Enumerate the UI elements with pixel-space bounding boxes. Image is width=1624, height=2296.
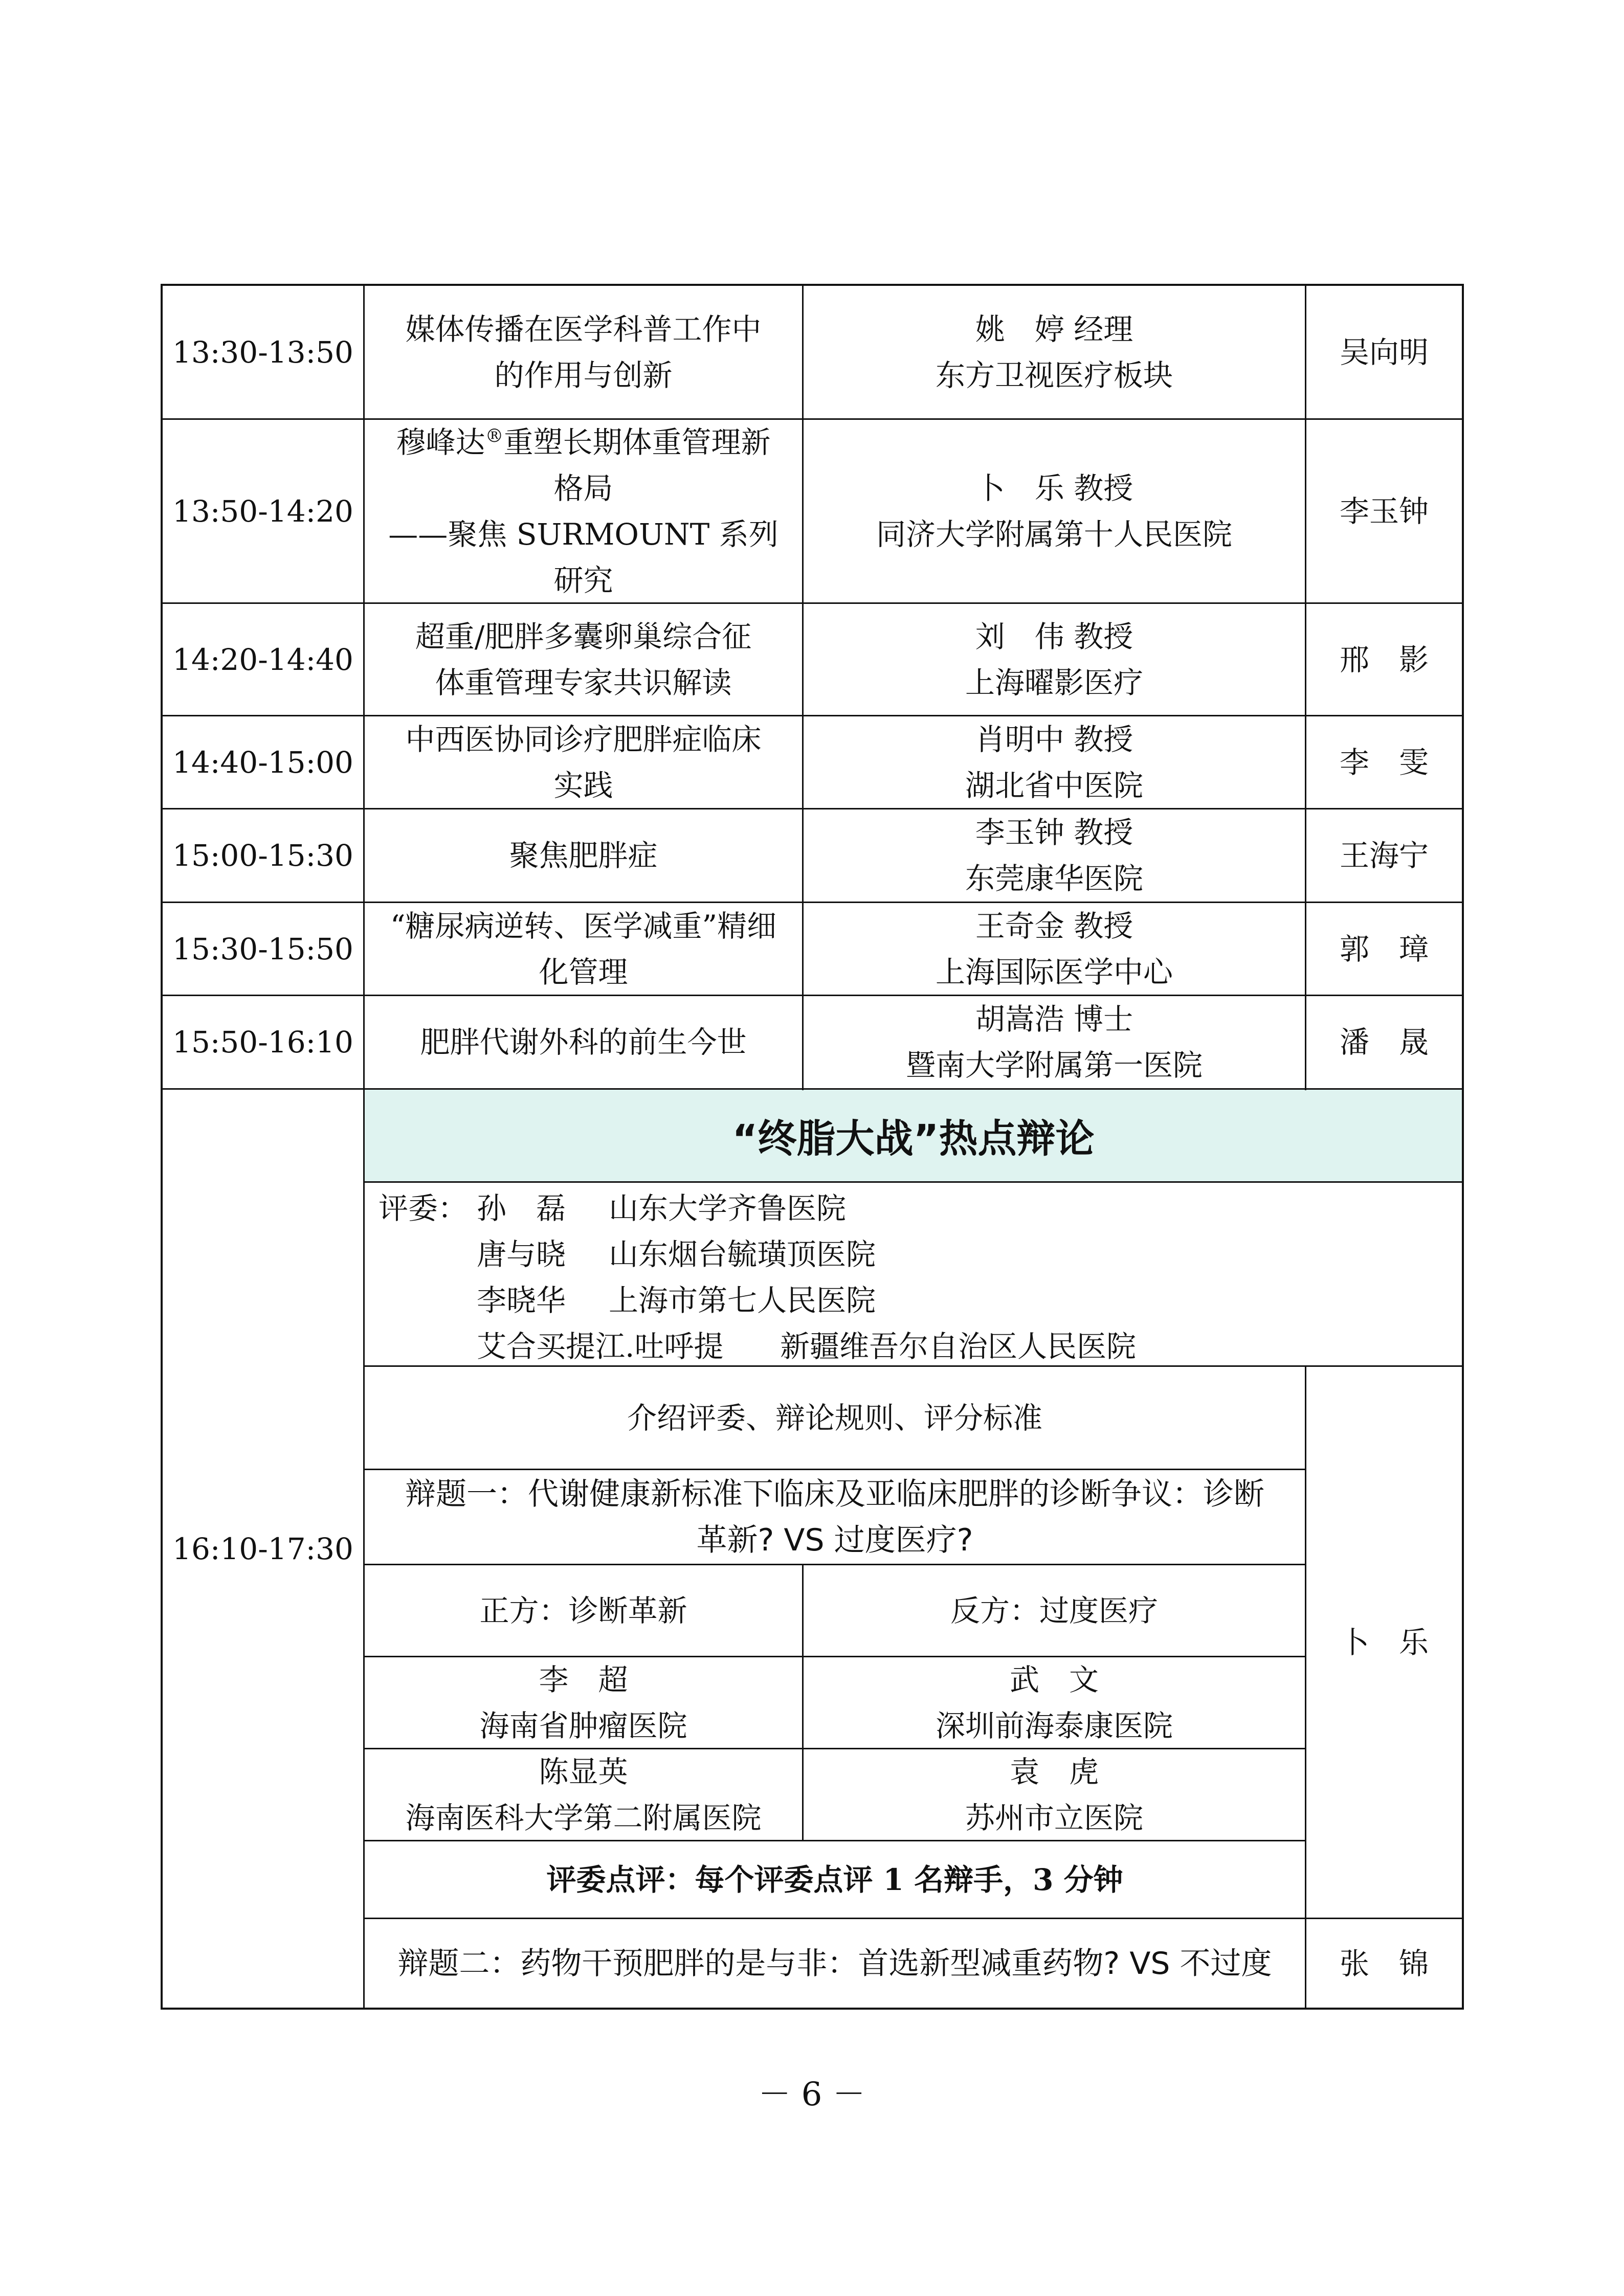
host-name: 李 雯 xyxy=(1339,745,1429,780)
debater-name: 李 超 xyxy=(539,1662,628,1697)
topic-line: 中西医协同诊疗肥胖症临床 xyxy=(405,722,762,757)
debater-name: 袁 虎 xyxy=(1009,1754,1099,1789)
judges-label: 评委： xyxy=(379,1191,468,1226)
speaker-affiliation: 暨南大学附属第一医院 xyxy=(905,1048,1203,1083)
judge-affiliation: 山东烟台毓璜顶医院 xyxy=(609,1237,876,1272)
judge-entry xyxy=(379,1277,1453,1323)
speaker-name: 姚 婷 经理 xyxy=(975,311,1133,347)
topic-line: 媒体传播在医学科普工作中 xyxy=(405,311,762,347)
debater-affiliation: 苏州市立医院 xyxy=(965,1800,1143,1835)
judge-name: 李晓华 xyxy=(477,1283,566,1318)
time-slot: 16:10-17:30 xyxy=(172,1531,353,1566)
topic-line: “糖尿病逆转、医学减重”精细 xyxy=(390,908,777,943)
host-name: 郭 璋 xyxy=(1339,931,1429,966)
debater-name: 武 文 xyxy=(1009,1662,1099,1697)
speaker-name: 肖明中 教授 xyxy=(975,722,1133,757)
judge-entry xyxy=(379,1323,1453,1369)
judge-affiliation: 山东大学齐鲁医院 xyxy=(609,1191,847,1226)
topic-line: 实践 xyxy=(553,768,613,803)
speaker-affiliation: 湖北省中医院 xyxy=(965,768,1143,803)
time-slot: 14:20-14:40 xyxy=(172,642,353,677)
judge-name: 唐与晓 xyxy=(477,1237,566,1272)
judge-affiliation: 新疆维吾尔自治区人民医院 xyxy=(780,1329,1137,1364)
topic-line: 化管理 xyxy=(539,954,628,989)
con-side-label: 反方：过度医疗 xyxy=(950,1593,1158,1628)
time-slot: 15:00-15:30 xyxy=(172,838,353,873)
host-name: 潘 晟 xyxy=(1339,1025,1429,1060)
debater-affiliation: 海南医科大学第二附属医院 xyxy=(405,1800,762,1835)
judge-name: 孙 磊 xyxy=(477,1191,566,1226)
host-name: 张 锦 xyxy=(1339,1946,1429,1981)
intro-text: 介绍评委、辩论规则、评分标准 xyxy=(627,1400,1042,1435)
review-note: 评委点评：每个评委点评 1 名辩手，3 分钟 xyxy=(546,1862,1123,1897)
speaker-affiliation: 东方卫视医疗板块 xyxy=(935,357,1173,393)
topic-line: 的作用与创新 xyxy=(494,357,673,393)
topic-line: 聚焦肥胖症 xyxy=(509,838,658,873)
judge-entry xyxy=(379,1185,1453,1231)
time-slot: 14:40-15:00 xyxy=(172,745,353,780)
topic-line: 研究 xyxy=(553,562,613,598)
judges-list xyxy=(379,1185,1453,1364)
speaker-affiliation: 同济大学附属第十人民医院 xyxy=(876,516,1232,552)
debate-topic-line: 辩题二：药物干预肥胖的是与非：首选新型减重药物? VS 不过度 xyxy=(397,1945,1272,1982)
host-name: 吴向明 xyxy=(1339,334,1429,370)
time-slot: 13:50-14:20 xyxy=(172,493,353,529)
debater-affiliation: 深圳前海泰康医院 xyxy=(935,1708,1173,1743)
speaker-name: 刘 伟 教授 xyxy=(975,619,1133,654)
debate-title: “终脂大战”热点辩论 xyxy=(732,1116,1095,1161)
speaker-name: 胡嵩浩 博士 xyxy=(975,1002,1133,1037)
debater-name: 陈显英 xyxy=(539,1754,628,1789)
debater-affiliation: 海南省肿瘤医院 xyxy=(479,1708,687,1743)
speaker-name: 卜 乐 教授 xyxy=(975,470,1133,506)
time-slot: 15:30-15:50 xyxy=(172,931,353,966)
judge-entry xyxy=(379,1231,1453,1277)
time-slot: 13:30-13:50 xyxy=(172,334,353,370)
topic-line: 穆峰达®重塑长期体重管理新 xyxy=(396,424,771,460)
host-name: 卜 乐 xyxy=(1339,1625,1429,1660)
topic-line: 格局 xyxy=(553,470,613,506)
speaker-name: 李玉钟 教授 xyxy=(975,815,1133,850)
topic-line: 体重管理专家共识解读 xyxy=(435,665,732,700)
host-name: 王海宁 xyxy=(1339,838,1429,873)
judge-affiliation: 上海市第七人民医院 xyxy=(609,1283,876,1318)
host-name: 邢 影 xyxy=(1339,642,1429,677)
speaker-affiliation: 上海曜影医疗 xyxy=(965,665,1143,700)
speaker-affiliation: 上海国际医学中心 xyxy=(935,954,1173,989)
time-slot: 15:50-16:10 xyxy=(172,1025,353,1060)
debate-topic-line: 辩题一：代谢健康新标准下临床及亚临床肥胖的诊断争议：诊断 xyxy=(405,1476,1264,1512)
host-name: 李玉钟 xyxy=(1339,493,1429,529)
judge-name: 艾合买提江.吐呼提 xyxy=(477,1329,724,1364)
speaker-affiliation: 东莞康华医院 xyxy=(965,861,1143,896)
speaker-name: 王奇金 教授 xyxy=(975,908,1133,943)
topic-line: 超重/肥胖多囊卵巢综合征 xyxy=(415,619,752,654)
debate-topic-line: 革新? VS 过度医疗? xyxy=(696,1522,973,1558)
pro-side-label: 正方：诊断革新 xyxy=(479,1593,687,1628)
page-number: － 6 － xyxy=(758,2076,865,2113)
topic-line: 肥胖代谢外科的前生今世 xyxy=(420,1025,747,1060)
topic-line: ——聚焦 SURMOUNT 系列 xyxy=(388,516,778,552)
